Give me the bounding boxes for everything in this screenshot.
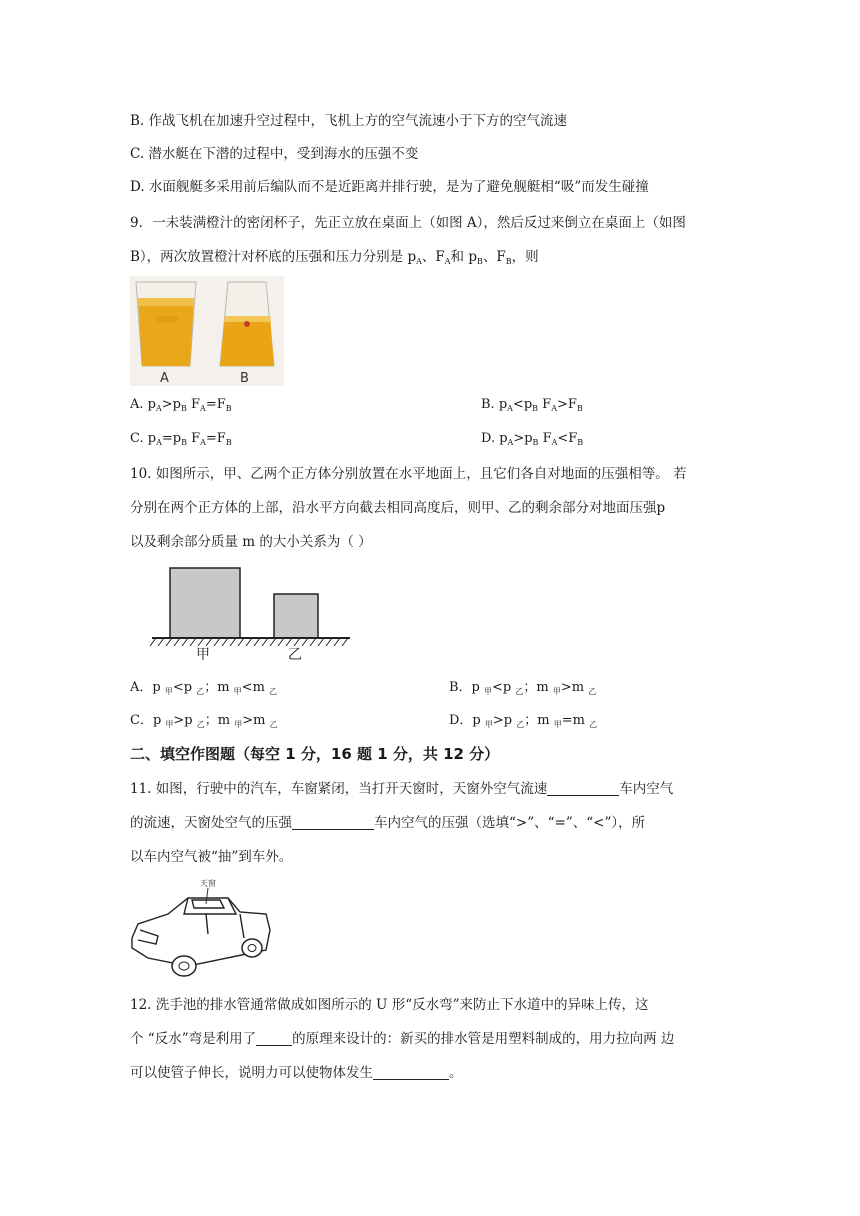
q9-option-d: D. $p_A>p_B$ $F_A<F_B$ [481,431,584,447]
car-figure [128,874,274,984]
q10-option-c: C．p $_甲$>p $_乙$；m $_甲$>m $_乙$ [130,713,278,729]
q9-stem-line1: 9．一未装满橙汁的密闭杯子，先正立放在桌面上（如图 A），然后反过来倒立在桌面上（如图 [130,215,686,231]
q10-stem-line3: 以及剩余部分质量 m 的大小关系为（ ） [130,534,372,550]
cubes-figure [150,566,352,662]
q12-stem-line1: 12. 洗手池的排水管通常做成如图所示的 U 形“反水弯”来防止下水道中的异味上传，这 [130,997,649,1013]
section-heading: 二、填空作图题（每空 1 分，16 题 1 分，共 12 分） [130,745,500,763]
q8-option-b: B. 作战飞机在加速升空过程中，飞机上方的空气流速小于下方的空气流速 [130,113,568,129]
cups-illustration [130,276,284,386]
q11-blank-2[interactable] [292,815,374,830]
cubes-illustration [150,566,352,662]
q11-blank-1[interactable] [547,781,619,796]
q9-option-c: C. $p_A=p_B$ $F_A=F_B$ [130,431,232,447]
cube-yi [274,594,318,638]
q10-option-d: D．p $_甲$>p $_乙$；m $_甲$=m $_乙$ [449,713,598,729]
car-illustration [128,874,274,984]
q11-stem-line2: 的流速，天窗处空气的压强 车内空气的压强（选填“>”、“=”、“<”），所 [130,815,646,831]
q12-blank-2[interactable] [373,1065,449,1080]
q9-option-a: A. $p_A>p_B$ $F_A=F_B$ [130,397,232,413]
car-wheels [172,939,262,976]
q10-option-b: B．p $_甲$<p $_乙$；m $_甲$>m $_乙$ [449,680,597,696]
cup-b [220,282,274,366]
cup-a [136,282,196,366]
q12-stem-line3: 可以使管子伸长，说明力可以使物体发生 。 [130,1065,463,1081]
q9-option-b: B. $p_A<p_B$ $F_A>F_B$ [481,397,583,413]
ground-hatch [150,638,348,646]
q11-stem-line1: 11. 如图，行驶中的汽车，车窗紧闭，当打开天窗时，天窗外空气流速 车内空气 [130,781,674,797]
cups-figure [130,276,284,386]
cube-yi-label: 乙 [288,647,302,662]
q11-stem-line3: 以车内空气被“抽”到车外。 [130,849,293,865]
q10-stem-line1: 10. 如图所示，甲、乙两个正方体分别放置在水平地面上，且它们各自对地面的压强相等。 若 [130,466,687,482]
cube-jia [170,568,240,638]
sunroof-label: 天窗 [200,879,216,888]
q12-blank-1[interactable] [256,1031,292,1046]
cup-b-label: B [240,371,249,386]
q10-stem-line2: 分别在两个正方体的上部，沿水平方向截去相同高度后，则甲、乙的剩余部分对地面压强p [130,500,666,516]
q8-option-d: D. 水面舰艇多采用前后编队而不是近距离并排行驶，是为了避免舰艇相“吸”而发生碰撞 [130,179,649,195]
q12-stem-line2: 个 “反水”弯是利用了 的原理来设计的：新买的排水管是用塑料制成的，用力拉向两 边 [130,1031,675,1047]
q10-option-a: A．p $_甲$<p $_乙$；m $_甲$<m $_乙$ [130,680,278,696]
q9-stem-line2: B），两次放置橙汁对杯底的压强和压力分别是 $p_A$、$F_A$和 $p_B$、$F_B$，则 [130,249,539,266]
cup-a-label: A [160,371,169,386]
q8-option-c: C. 潜水艇在下潜的过程中，受到海水的压强不变 [130,146,419,162]
cube-jia-label: 甲 [196,647,210,662]
